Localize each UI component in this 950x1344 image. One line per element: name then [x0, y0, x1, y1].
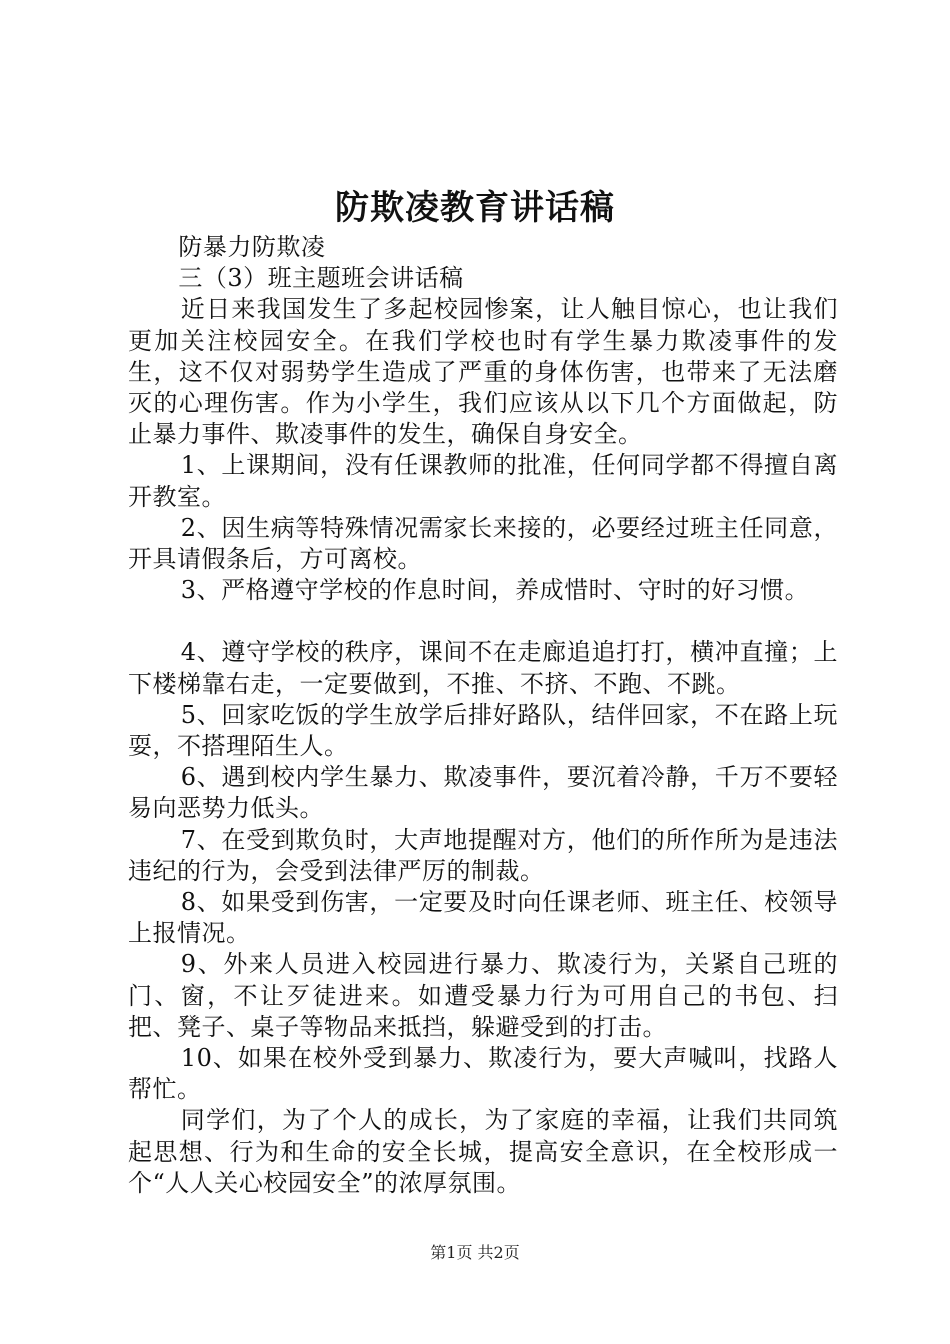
intro-paragraph: 近日来我国发生了多起校园惨案，让人触目惊心，也让我们更加关注校园安全。在我们学校也时有学生暴力欺凌事件的发生，这不仅对弱势学生造成了严重的身体伤害，也带来了无法磨灭的心理伤害。作为小学生，我们应该从以下几个方面做起，防止暴力事件、欺凌事件的发生，确保自身安全。	[128, 295, 838, 449]
rule-paragraph: 1、上课期间，没有任课教师的批准，任何同学都不得擅自离开教室。	[128, 451, 838, 511]
document-title: 防欺凌教育讲话稿	[335, 188, 615, 228]
rule-paragraph: 9、外来人员进入校园进行暴力、欺凌行为，关紧自己班的门、窗，不让歹徒进来。如遭受暴力行为可用自己的书包、扫把、凳子、桌子等物品来抵挡，躲避受到的打击。	[128, 950, 838, 1041]
subtitle-line: 三（3）班主题班会讲话稿	[178, 264, 464, 293]
rule-paragraph: 5、回家吃饭的学生放学后排好路队，结伴回家，不在路上玩耍，不搭理陌生人。	[128, 700, 838, 761]
closing-paragraph: 同学们，为了个人的成长，为了家庭的幸福，让我们共同筑起思想、行为和生命的安全长城，提高安全意识，在全校形成一个“人人关心校园安全”的浓厚氛围。	[128, 1106, 838, 1197]
subtitle-line: 防暴力防欺凌	[178, 233, 326, 261]
document-body	[128, 232, 838, 1199]
rule-paragraph: 4、遵守学校的秩序，课间不在走廊追追打打，横冲直撞；上下楼梯靠右走，一定要做到，不推、不挤、不跑、不跳。	[128, 638, 838, 698]
rule-paragraph: 10、如果在校外受到暴力、欺凌行为，要大声喊叫，找路人帮忙。	[128, 1044, 838, 1104]
rule-paragraph: 3、严格遵守学校的作息时间，养成惜时、守时的好习惯。	[180, 576, 810, 605]
rule-paragraph: 8、如果受到伤害，一定要及时向任课老师、班主任、校领导上报情况。	[128, 888, 838, 948]
rule-paragraph: 2、因生病等特殊情况需家长来接的，必要经过班主任同意，开具请假条后，方可离校。	[128, 513, 838, 574]
rule-paragraph: 6、遇到校内学生暴力、欺凌事件，要沉着冷静，千万不要轻易向恶势力低头。	[128, 763, 838, 823]
page-footer: 第1页 共2页	[430, 1243, 520, 1262]
rule-paragraph: 7、在受到欺负时，大声地提醒对方，他们的所作所为是违法违纪的行为，会受到法律严厉的制裁。	[128, 825, 838, 885]
